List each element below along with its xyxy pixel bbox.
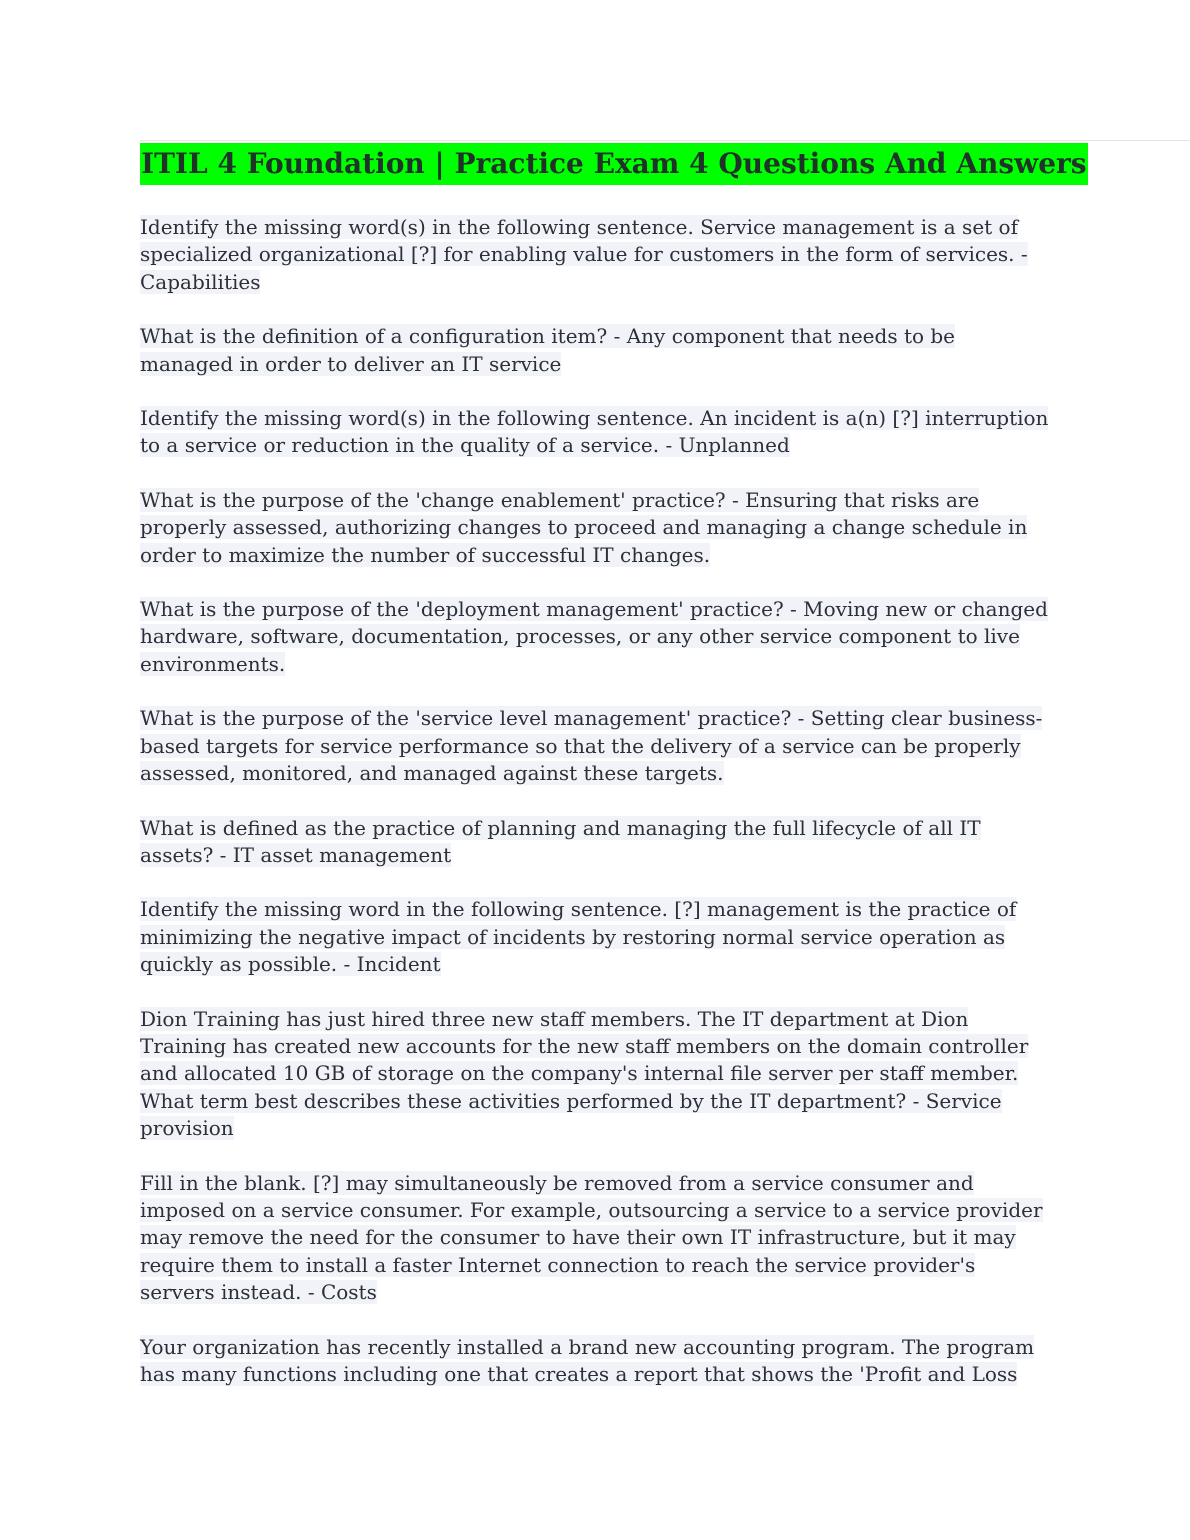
- qa-item-text: What is the purpose of the 'deployment management' practice? - Moving new or changed hardware, software, documentation, processes, or any other service component to live environments.: [140, 597, 1048, 676]
- qa-item-10: [140, 1170, 1050, 1307]
- qa-item-11: [140, 1334, 1050, 1389]
- qa-item-text: Dion Training has just hired three new staff members. The IT department at Dion Training has created new accounts for the new staff members on the domain controller and allocated 10 GB of storage on the company's internal file server per staff member. What term best describes these activities performed by the IT department? - Service provision: [140, 1006, 1029, 1141]
- qa-item-7: [140, 815, 1050, 870]
- qa-item-text: Your organization has recently installed a brand new accounting program. The program has many functions including one that creates a report that shows the 'Profit and Loss: [140, 1334, 1035, 1386]
- qa-list: [140, 214, 1050, 1388]
- qa-item-1: [140, 214, 1050, 296]
- qa-item-3: [140, 405, 1050, 460]
- header-rule: [140, 140, 1190, 141]
- qa-item-9: [140, 1006, 1050, 1143]
- qa-item-text: Fill in the blank. [?] may simultaneously be removed from a service consumer and imposed on a service consumer. For example, outsourcing a service to a service provider may remove the need for the consumer to have their own IT infrastructure, but it may require them to install a faster Internet connection to reach the service provider's servers instead. - Costs: [140, 1170, 1043, 1305]
- qa-item-text: What is defined as the practice of planning and managing the full lifecycle of all IT assets? - IT asset management: [140, 815, 981, 867]
- qa-item-text: What is the purpose of the 'service level management' practice? - Setting clear business-based targets for service performance so that the delivery of a service can be properly assessed, monitored, and managed against these targets.: [140, 706, 1043, 786]
- qa-item-6: [140, 705, 1050, 787]
- qa-item-2: [140, 323, 1050, 378]
- qa-item-text: Identify the missing word in the following sentence. [?] management is the practice of minimizing the negative impact of incidents by restoring normal service operation as quickly as possible. - Incident: [140, 897, 1017, 977]
- document-title: ITIL 4 Foundation | Practice Exam 4 Questions And Answers: [140, 143, 1088, 185]
- qa-item-text: What is the definition of a configuration item? - Any component that needs to be managed in order to deliver an IT service: [140, 324, 956, 376]
- qa-item-8: [140, 896, 1050, 978]
- qa-item-5: [140, 596, 1050, 678]
- qa-item-text: Identify the missing word(s) in the following sentence. An incident is a(n) [?] interruption to a service or reduction in the quality of a service. - Unplanned: [140, 406, 1049, 458]
- document-page: [140, 143, 1087, 1415]
- qa-item-text: What is the purpose of the 'change enablement' practice? - Ensuring that risks are properly assessed, authorizing changes to proceed and managing a change schedule in order to maximize the number of successful IT changes.: [140, 487, 1028, 567]
- qa-item-4: [140, 487, 1050, 569]
- qa-item-text: Identify the missing word(s) in the following sentence. Service management is a set of specialized organizational [?] for enabling value for customers in the form of services. - Capabilities: [140, 215, 1028, 294]
